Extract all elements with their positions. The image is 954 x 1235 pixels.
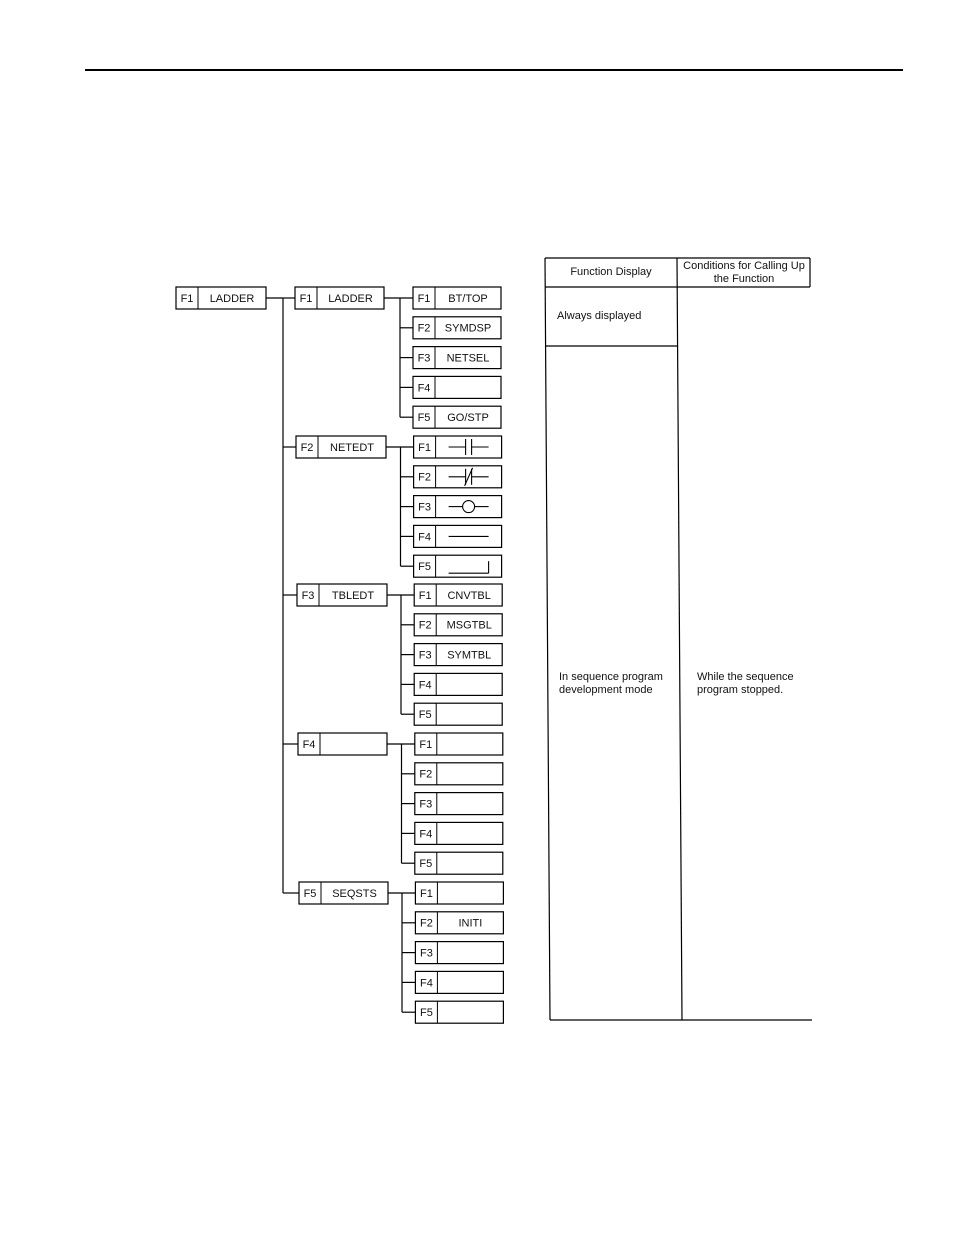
function-f2-f4-button[interactable] — [414, 525, 502, 547]
function-f3-f4-button[interactable] — [414, 673, 502, 695]
function-name-label: BT/TOP — [448, 292, 488, 305]
function-key-label: F4 — [417, 382, 431, 395]
function-f4-f2-button[interactable] — [415, 763, 503, 785]
function-key-label: F1 — [299, 292, 313, 305]
table-left-border — [545, 258, 550, 1020]
function-key-label: F2 — [418, 619, 432, 632]
function-f4-f5-button[interactable] — [415, 852, 503, 874]
function-f1-f3-button[interactable] — [413, 347, 501, 369]
function-key-label: F1 — [180, 292, 194, 305]
table-cell-always-displayed: Always displayed — [557, 310, 642, 322]
function-name-label: INITI — [458, 917, 483, 930]
table-column-divider — [677, 258, 682, 1020]
function-name-label: MSGTBL — [446, 619, 492, 632]
function-name-label: TBLEDT — [331, 589, 375, 602]
function-f5-f3-button[interactable] — [415, 942, 503, 964]
function-key-label: F2 — [300, 441, 314, 454]
function-conditions-table — [545, 258, 812, 1020]
function-key-label: F4 — [419, 828, 433, 841]
function-name-label: NETSEL — [446, 352, 490, 365]
function-f1-f4-button[interactable] — [413, 376, 501, 398]
submenu-netedt-button[interactable] — [296, 436, 386, 458]
function-f1-f1-button[interactable] — [413, 287, 501, 309]
function-key-label: F3 — [417, 352, 431, 365]
function-key-label: F3 — [419, 798, 433, 811]
function-key-label: F3 — [419, 947, 433, 960]
function-key-label: F4 — [419, 977, 433, 990]
function-key-label: F2 — [417, 322, 431, 335]
function-f3-f3-button[interactable] — [414, 644, 502, 666]
function-key-label: F4 — [418, 679, 432, 692]
function-key-label: F4 — [302, 738, 316, 751]
function-name-label: SYMDSP — [444, 322, 492, 335]
function-f2-f3-button[interactable] — [414, 496, 502, 518]
function-f1-f5-button[interactable] — [413, 406, 501, 428]
function-f2-f1-button[interactable] — [414, 436, 502, 458]
function-key-label: F5 — [417, 412, 431, 425]
table-cell-development-mode: In sequence program development mode — [559, 671, 663, 696]
function-key-label: F1 — [419, 738, 433, 751]
function-f4-f1-button[interactable] — [415, 733, 503, 755]
submenu-tbledt-button[interactable] — [297, 584, 387, 606]
function-f3-f5-button[interactable] — [414, 703, 502, 725]
function-key-label: F1 — [418, 589, 432, 602]
function-f5-f4-button[interactable] — [415, 971, 503, 993]
function-f2-f2-button[interactable] — [414, 466, 502, 488]
function-key-label: F5 — [419, 1007, 433, 1020]
function-name-label: NETEDT — [330, 441, 374, 454]
submenu-seqsts-button[interactable] — [299, 882, 388, 904]
function-key-label: F2 — [419, 917, 433, 930]
function-key-label: F4 — [418, 531, 432, 544]
root-menu-button[interactable] — [176, 287, 266, 309]
function-name-label: SYMTBL — [447, 649, 492, 662]
function-name-label: LADDER — [328, 292, 373, 305]
function-name-label: SEQSTS — [332, 887, 377, 900]
submenu-ladder-button[interactable] — [295, 287, 384, 309]
function-f5-f1-button[interactable] — [415, 882, 503, 904]
function-key-label: F5 — [419, 858, 433, 871]
function-key-label: F1 — [419, 887, 433, 900]
function-key-label: F5 — [418, 561, 432, 574]
table-header-function-display: Function Display — [570, 266, 652, 278]
table-header-conditions: Conditions for Calling Up the Function — [683, 260, 805, 285]
function-name-label: CNVTBL — [447, 589, 491, 602]
function-key-label: F5 — [418, 709, 432, 722]
function-key-label: F1 — [417, 292, 431, 305]
function-f3-f2-button[interactable] — [414, 614, 502, 636]
submenu-blank-button[interactable] — [298, 733, 387, 755]
function-key-label: F1 — [418, 441, 432, 454]
function-key-label: F3 — [418, 501, 432, 514]
function-f5-f5-button[interactable] — [415, 1001, 503, 1023]
function-f2-f5-button[interactable] — [414, 555, 502, 577]
function-key-label: F2 — [419, 768, 433, 781]
function-f4-f4-button[interactable] — [415, 822, 503, 844]
function-f3-f1-button[interactable] — [414, 584, 502, 606]
function-key-label: F3 — [301, 589, 315, 602]
function-f1-f2-button[interactable] — [413, 317, 501, 339]
function-key-label: F5 — [303, 887, 317, 900]
function-name-label: GO/STP — [447, 412, 489, 425]
function-key-label: F2 — [418, 471, 432, 484]
function-name-label: LADDER — [209, 292, 255, 305]
function-key-label: F3 — [418, 649, 432, 662]
function-f5-f2-button[interactable] — [415, 912, 503, 934]
table-cell-program-stopped: While the sequence program stopped. — [697, 671, 794, 696]
function-f4-f3-button[interactable] — [415, 793, 503, 815]
